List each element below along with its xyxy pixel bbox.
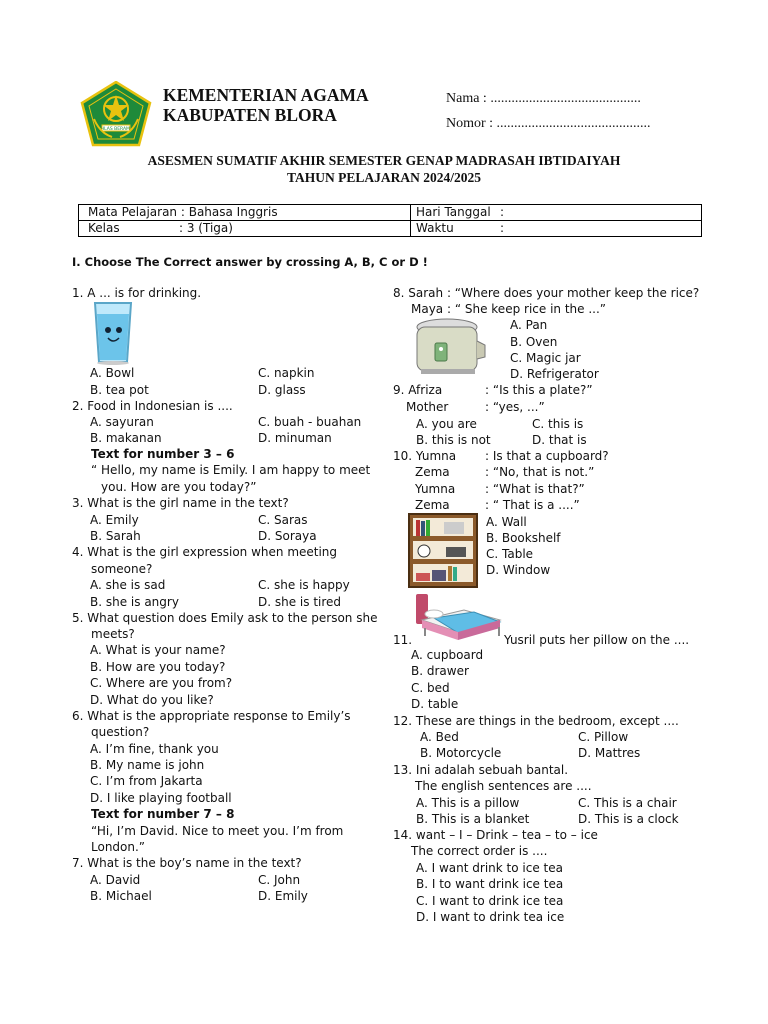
class-value: : 3 (Tiga) <box>179 221 233 235</box>
q6-option-c[interactable]: C. I’m from Jakarta <box>90 774 203 788</box>
q7-option-d[interactable]: D. Emily <box>258 889 308 903</box>
exam-info-table <box>78 204 702 237</box>
q7-option-b[interactable]: B. Michael <box>90 889 152 903</box>
q14-option-b[interactable]: B. I to want drink ice tea <box>416 877 564 891</box>
question-12: 12. These are things in the bedroom, except .... <box>393 714 679 728</box>
question-10-line-1: : Is that a cupboard? <box>485 449 609 463</box>
exam-title-line-1: ASESMEN SUMATIF AKHIR SEMESTER GENAP MADRASAH IBTIDAIYAH <box>147 153 621 168</box>
logo-motto: IKHLAS BERAMAL <box>96 127 136 132</box>
question-10-line-4: : “ That is a ....” <box>485 498 580 512</box>
question-5: 5. What question does Emily ask to the person she <box>72 611 378 625</box>
q4-option-c[interactable]: C. she is happy <box>258 578 350 592</box>
q7-option-a[interactable]: A. David <box>90 873 141 887</box>
question-10-speaker-2: Zema <box>415 465 450 479</box>
text-3-6-heading: Text for number 3 – 6 <box>91 447 235 461</box>
q2-option-b[interactable]: B. makanan <box>90 431 162 445</box>
exam-title <box>0 152 768 186</box>
instruction: I. Choose The Correct answer by crossing A, B, C or D ! <box>72 255 428 269</box>
question-6-cont: question? <box>91 725 150 739</box>
q11-option-b[interactable]: B. drawer <box>411 664 469 678</box>
q14-option-a[interactable]: A. I want drink to ice tea <box>416 861 563 875</box>
q6-option-d[interactable]: D. I like playing football <box>90 791 232 805</box>
q11-option-a[interactable]: A. cupboard <box>411 648 484 662</box>
org-line-2: KABUPATEN BLORA <box>163 105 337 125</box>
q12-option-d[interactable]: D. Mattres <box>578 746 641 760</box>
q13-option-b[interactable]: B. This is a blanket <box>416 812 530 826</box>
question-1: 1. A ... is for drinking. <box>72 286 202 300</box>
question-4-cont: someone? <box>91 562 153 576</box>
question-13: 13. Ini adalah sebuah bantal. <box>393 763 569 777</box>
date-label: Hari Tanggal <box>416 205 491 219</box>
q10-option-c[interactable]: C. Table <box>486 547 534 561</box>
text-3-6-line-2: you. How are you today?” <box>101 480 257 494</box>
q5-option-c[interactable]: C. Where are you from? <box>90 676 233 690</box>
q8-option-a[interactable]: A. Pan <box>510 318 548 332</box>
q9-option-c[interactable]: C. this is <box>532 417 584 431</box>
question-8-cont: Maya : “ She keep rice in the ...” <box>411 302 606 316</box>
q7-option-c[interactable]: C. John <box>258 873 301 887</box>
question-11: Yusril puts her pillow on the .... <box>504 633 690 647</box>
q2-option-d[interactable]: D. minuman <box>258 431 332 445</box>
question-9-line-1: : “Is this a plate?” <box>485 383 593 397</box>
question-10-line-3: : “What is that?” <box>485 482 585 496</box>
student-fields <box>446 86 651 136</box>
time-label: Waktu <box>416 221 454 235</box>
question-9-line-2: : “yes, ...” <box>485 400 545 414</box>
question-10-speaker-4: Zema <box>415 498 450 512</box>
q10-option-d[interactable]: D. Window <box>486 563 551 577</box>
q2-option-a[interactable]: A. sayuran <box>90 415 154 429</box>
question-10-speaker-3: Yumna <box>415 482 456 496</box>
q4-option-b[interactable]: B. she is angry <box>90 595 179 609</box>
q3-option-c[interactable]: C. Saras <box>258 513 308 527</box>
q3-option-b[interactable]: B. Sarah <box>90 529 141 543</box>
q12-option-c[interactable]: C. Pillow <box>578 730 629 744</box>
q9-option-d[interactable]: D. that is <box>532 433 587 447</box>
q13-option-c[interactable]: C. This is a chair <box>578 796 677 810</box>
exam-title-line-2: TAHUN PELAJARAN 2024/2025 <box>286 170 481 185</box>
question-13-cont: The english sentences are .... <box>415 779 592 793</box>
q11-option-d[interactable]: D. table <box>411 697 459 711</box>
nama-field[interactable]: Nama : ........................................... <box>446 91 641 106</box>
question-14-cont: The correct order is .... <box>411 844 548 858</box>
question-9-speaker-2: Mother <box>406 400 449 414</box>
question-2: 2. Food in Indonesian is .... <box>72 399 233 413</box>
question-10-speaker-1: 10. Yumna <box>393 449 457 463</box>
text-3-6-line-1: “ Hello, my name is Emily. I am happy to meet <box>91 463 371 477</box>
q8-option-d[interactable]: D. Refrigerator <box>510 367 599 381</box>
q5-option-b[interactable]: B. How are you today? <box>90 660 226 674</box>
subject-label: Mata Pelajaran : Bahasa Inggris <box>88 205 278 219</box>
q2-option-c[interactable]: C. buah - buahan <box>258 415 362 429</box>
org-name <box>163 85 369 125</box>
q4-option-d[interactable]: D. she is tired <box>258 595 342 609</box>
q5-option-a[interactable]: A. What is your name? <box>90 643 226 657</box>
q5-option-d[interactable]: D. What do you like? <box>90 693 214 707</box>
q6-option-b[interactable]: B. My name is john <box>90 758 205 772</box>
nomor-field[interactable]: Nomor : ............................................ <box>446 116 651 131</box>
kemenag-logo-icon <box>80 81 152 147</box>
question-8: 8. Sarah : “Where does your mother keep the rice? <box>393 286 700 300</box>
org-line-1: KEMENTERIAN AGAMA <box>163 85 369 105</box>
class-label: Kelas <box>88 221 120 235</box>
question-3: 3. What is the girl name in the text? <box>72 496 289 510</box>
text-7-8-line-2: London.” <box>91 840 146 854</box>
q12-option-a[interactable]: A. Bed <box>420 730 459 744</box>
q4-option-a[interactable]: A. she is sad <box>90 578 166 592</box>
question-10-line-2: : “No, that is not.” <box>485 465 595 479</box>
q1-option-d[interactable]: D. glass <box>258 383 306 397</box>
q3-option-d[interactable]: D. Soraya <box>258 529 317 543</box>
q10-option-b[interactable]: B. Bookshelf <box>486 531 561 545</box>
question-11-number: 11. <box>393 633 413 647</box>
text-7-8-line-1: “Hi, I’m David. Nice to meet you. I’m from <box>91 824 344 838</box>
q8-option-b[interactable]: B. Oven <box>510 335 558 349</box>
question-5-cont: meets? <box>91 627 135 641</box>
q13-option-d[interactable]: D. This is a clock <box>578 812 679 826</box>
q6-option-a[interactable]: A. I’m fine, thank you <box>90 742 219 756</box>
q14-option-c[interactable]: C. I want to drink ice tea <box>416 894 564 908</box>
q1-option-a[interactable]: A. Bowl <box>90 366 135 380</box>
bookshelf-icon <box>408 513 478 588</box>
q1-option-c[interactable]: C. napkin <box>258 366 315 380</box>
question-4: 4. What is the girl expression when meeting <box>72 545 338 559</box>
q9-option-b[interactable]: B. this is not <box>416 433 491 447</box>
q14-option-d[interactable]: D. I want to drink tea ice <box>416 910 565 924</box>
question-9-speaker-1: 9. Afriza <box>393 383 443 397</box>
q13-option-a[interactable]: A. This is a pillow <box>416 796 520 810</box>
text-7-8-heading: Text for number 7 – 8 <box>91 807 235 821</box>
q3-option-a[interactable]: A. Emily <box>90 513 139 527</box>
question-14: 14. want – I – Drink – tea – to – ice <box>393 828 598 842</box>
time-value: : <box>500 221 505 235</box>
question-6: 6. What is the appropriate response to Emily’s <box>72 709 351 723</box>
date-value: : <box>500 205 505 219</box>
question-7: 7. What is the boy’s name in the text? <box>72 856 302 870</box>
q12-option-b[interactable]: B. Motorcycle <box>420 746 502 760</box>
q9-option-a[interactable]: A. you are <box>416 417 477 431</box>
q8-option-c[interactable]: C. Magic jar <box>510 351 581 365</box>
glass-of-water-icon <box>92 300 134 366</box>
rice-cooker-icon <box>409 317 489 377</box>
q11-option-c[interactable]: C. bed <box>411 681 450 695</box>
q10-option-a[interactable]: A. Wall <box>486 515 527 529</box>
bed-icon <box>414 592 502 642</box>
q1-option-b[interactable]: B. tea pot <box>90 383 149 397</box>
